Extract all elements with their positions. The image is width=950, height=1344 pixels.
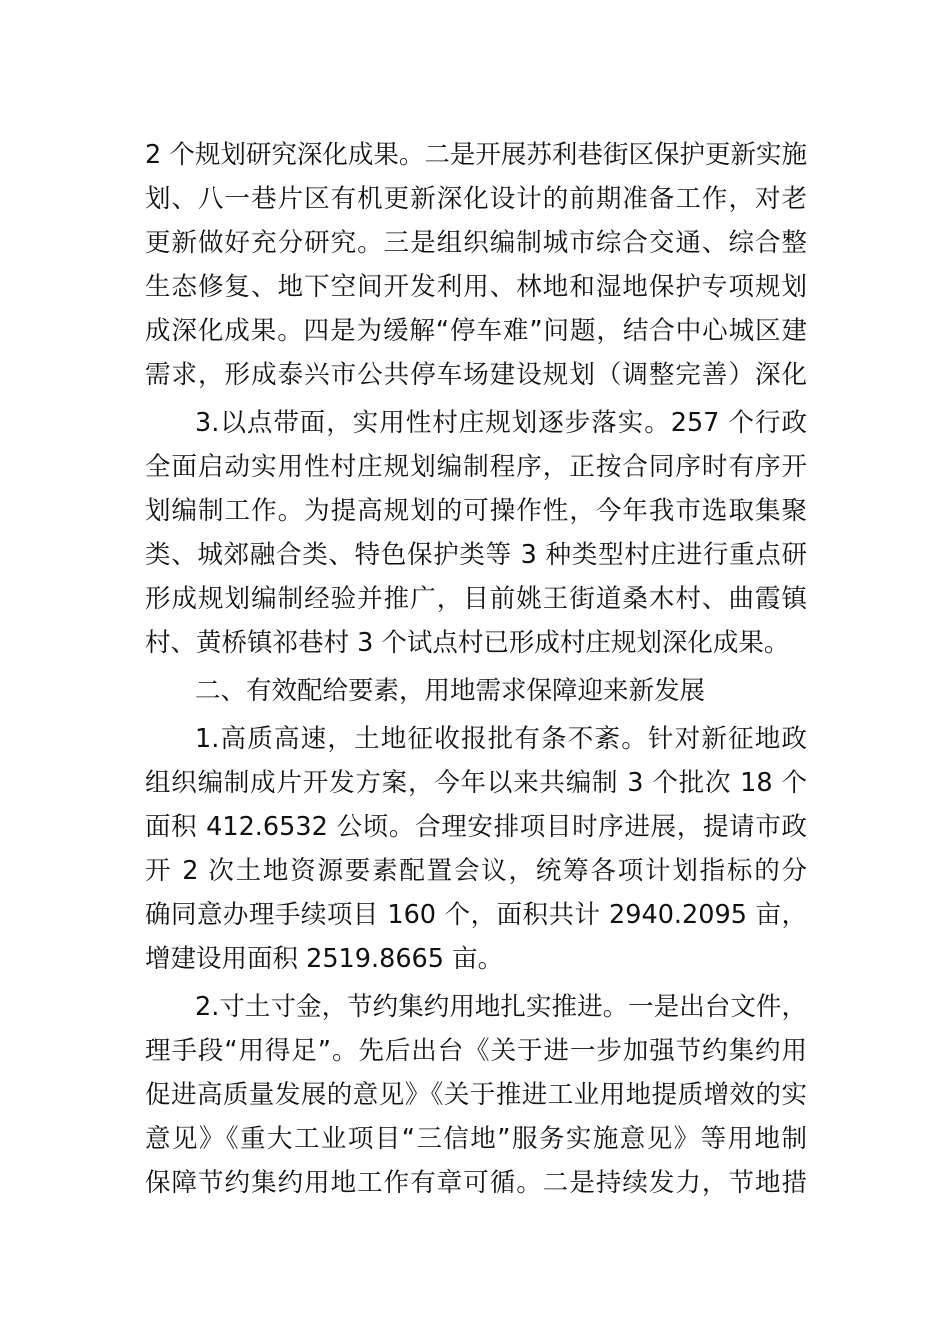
text-line: 组织编制成片开发方案，今年以来共编制 3 个批次 18 个	[145, 768, 807, 798]
text-line: 需求，形成泰兴市公共停车场建设规划（调整完善）深化	[145, 360, 807, 390]
text-line: 3.以点带面，实用性村庄规划逐步落实。257 个行政	[195, 408, 807, 438]
text-line: 形成规划编制经验并推广，目前姚王街道桑木村、曲霞镇	[145, 584, 807, 614]
paragraph	[145, 985, 807, 1205]
text-line: 意见》《重大工业项目“三信地”服务实施意见》等用地制	[145, 1124, 807, 1154]
text-line: 1.高质高速，土地征收报批有条不紊。针对新征地政	[195, 724, 807, 754]
paragraph	[145, 669, 807, 713]
paragraph	[145, 717, 807, 981]
text-line: 更新做好充分研究。三是组织编制城市综合交通、综合整	[145, 228, 807, 258]
text-line: 保障节约集约用地工作有章可循。二是持续发力，节地措	[145, 1168, 807, 1198]
document-body	[145, 133, 807, 1205]
text-line: 开 2 次土地资源要素配置会议，统筹各项计划指标的分	[145, 856, 807, 886]
paragraph	[145, 401, 807, 665]
text-line: 成深化成果。四是为缓解“停车难”问题，结合中心城区建	[145, 316, 807, 346]
text-line: 划编制工作。为提高规划的可操作性，今年我市选取集聚	[145, 496, 807, 526]
text-line: 促进高质量发展的意见》《关于推进工业用地提质增效的实	[145, 1080, 807, 1110]
text-line: 面积 412.6532 公顷。合理安排项目时序进展，提请市政	[145, 812, 807, 842]
text-line: 二、有效配给要素，用地需求保障迎来新发展	[195, 676, 706, 706]
text-line: 2 个规划研究深化成果。二是开展苏利巷街区保护更新实施	[145, 140, 807, 170]
text-line: 确同意办理手续项目 160 个，面积共计 2940.2095 亩，	[145, 900, 807, 930]
text-line: 生态修复、地下空间开发利用、林地和湿地保护专项规划	[145, 272, 807, 302]
text-line: 划、八一巷片区有机更新深化设计的前期准备工作，对老	[145, 184, 807, 214]
text-line: 增建设用面积 2519.8665 亩。	[145, 944, 504, 974]
text-line: 2.寸土寸金，节约集约用地扎实推进。一是出台文件，	[195, 992, 807, 1022]
text-line: 村、黄桥镇祁巷村 3 个试点村已形成村庄规划深化成果。	[145, 628, 790, 658]
paragraph	[145, 133, 807, 397]
text-line: 理手段“用得足”。先后出台《关于进一步加强节约集约用	[145, 1036, 807, 1066]
text-line: 全面启动实用性村庄规划编制程序，正按合同序时有序开	[145, 452, 807, 482]
text-line: 类、城郊融合类、特色保护类等 3 种类型村庄进行重点研	[145, 540, 807, 570]
